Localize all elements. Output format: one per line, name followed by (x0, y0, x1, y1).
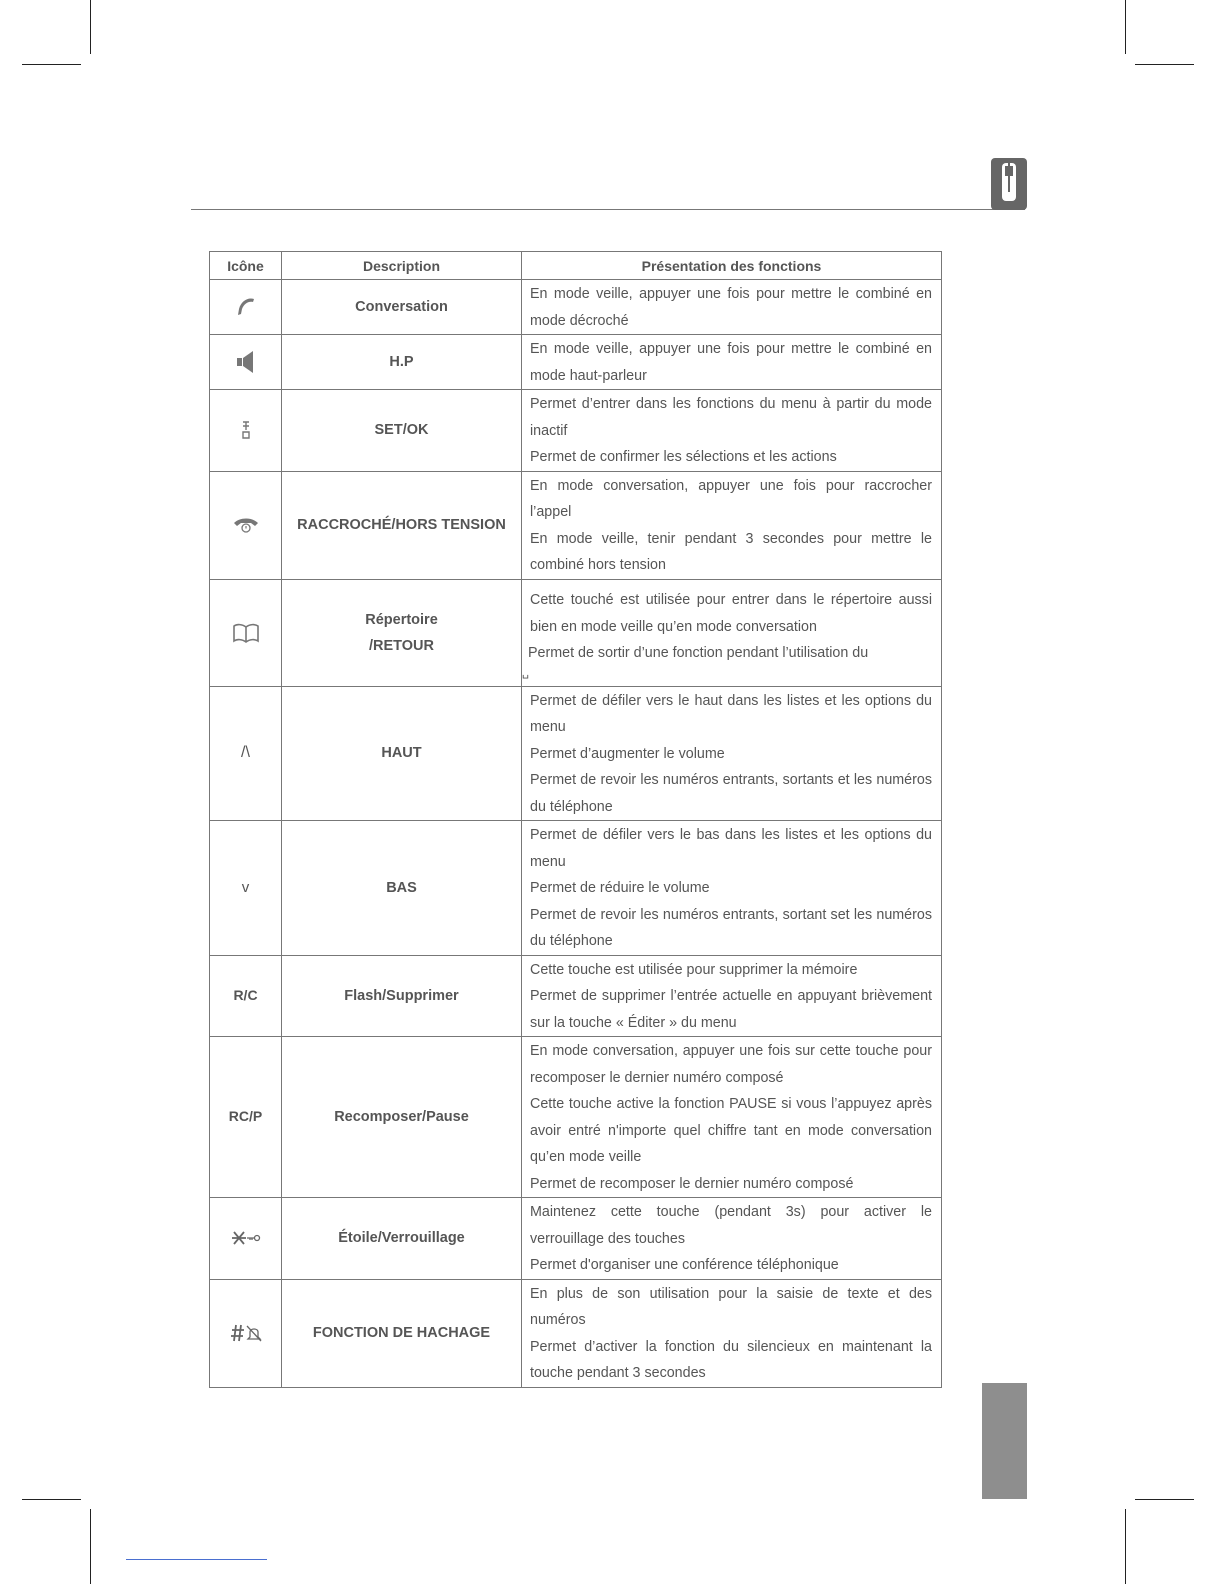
description-cell (282, 471, 522, 579)
table-row (210, 821, 942, 956)
icon-cell (210, 955, 282, 1037)
down-arrow-icon: v (241, 878, 250, 896)
functions-cell (522, 335, 942, 390)
crop-mark (90, 0, 91, 54)
table-row (210, 1037, 942, 1198)
star-lock-icon (231, 1229, 261, 1247)
handset-icon (991, 158, 1027, 210)
description-cell (282, 1198, 522, 1280)
table-row (210, 280, 942, 335)
function-text: Permet de réduire le volume (530, 880, 710, 896)
crop-mark (1135, 64, 1194, 65)
description-cell (282, 390, 522, 472)
crop-mark (1125, 1509, 1126, 1584)
crop-mark (1125, 0, 1126, 54)
description-text: RACCROCHÉ/HORS TENSION (297, 517, 506, 533)
description-text: H.P (389, 354, 414, 370)
function-text: Permet d'organiser une conférence téléphonique (530, 1257, 839, 1273)
function-text: En mode veille, tenir pendant 3 secondes pour mettre le combiné hors tension (530, 530, 932, 573)
function-text: Permet de confirmer les sélections et les actions (530, 449, 837, 465)
function-text: Permet de défiler vers le bas dans les listes et les options du menu (530, 827, 932, 870)
description-text: Recomposer/Pause (334, 1109, 469, 1125)
table-row (210, 390, 942, 472)
table-row (210, 1198, 942, 1280)
description-text: Étoile/Verrouillage (338, 1230, 465, 1247)
table-header-row (210, 252, 942, 280)
header-functions: Présentation des fonctions (522, 252, 942, 280)
hash-mute-icon (230, 1323, 262, 1343)
description-text: Répertoire (365, 611, 438, 628)
description-text: SET/OK (374, 422, 429, 439)
table-row (210, 1279, 942, 1387)
crop-mark (1135, 1499, 1194, 1500)
functions-cell (522, 280, 942, 335)
functions-cell (522, 471, 942, 579)
table-row (210, 335, 942, 390)
hang-up-icon (232, 515, 260, 535)
header-icon: Icône (210, 252, 282, 280)
crop-mark (22, 1499, 81, 1500)
function-text: Cette touche active la fonction PAUSE si vous l’appuyez après avoir entré n'importe quel chiffre tant en mode conversation qu’en mode veille (530, 1096, 932, 1165)
icon-cell (210, 1279, 282, 1387)
description-text: Flash/Supprimer (344, 987, 459, 1004)
description-text: HAUT (381, 745, 422, 762)
function-table (209, 251, 942, 1388)
description-cell (282, 955, 522, 1037)
crop-mark (22, 64, 81, 65)
header-rule (191, 209, 1025, 210)
table-row (210, 471, 942, 579)
function-text: Permet d’entrer dans les fonctions du menu à partir du mode inactif (530, 396, 932, 439)
function-text: Cette touché est utilisée pour entrer dans le répertoire aussi bien en mode veille qu’en mode conversation (530, 592, 932, 635)
function-text: Permet d’augmenter le volume (530, 745, 725, 762)
functions-cell (522, 1198, 942, 1280)
icon-cell (210, 821, 282, 956)
description-cell (282, 1037, 522, 1198)
function-text: En mode veille, appuyer une fois pour mettre le combiné en mode décroché (530, 286, 932, 329)
description-cell (282, 686, 522, 821)
functions-cell (522, 1279, 942, 1387)
function-text: Cette touche est utilisée pour supprimer la mémoire (530, 961, 858, 978)
icon-cell (210, 280, 282, 335)
functions-cell (522, 579, 942, 686)
functions-cell (522, 821, 942, 956)
functions-cell (522, 955, 942, 1037)
function-text: Permet de recomposer le dernier numéro composé (530, 1175, 854, 1192)
description-cell (282, 335, 522, 390)
function-text: Permet de sortir d’une fonction pendant l’utilisation du (528, 645, 869, 662)
icon-cell (210, 1037, 282, 1198)
table-row (210, 579, 942, 686)
icon-cell (210, 686, 282, 821)
function-text: Permet de revoir les numéros entrants, sortants et les numéros du téléphone (530, 772, 932, 815)
crop-mark (90, 1509, 91, 1584)
key-label: RC/P (228, 1108, 263, 1124)
description-text: /RETOUR (369, 637, 434, 654)
footer-link-line (126, 1559, 267, 1560)
function-text: En mode veille, appuyer une fois pour mettre le combiné en mode haut-parleur (530, 341, 932, 384)
side-tab (982, 1383, 1027, 1499)
speaker-icon (235, 349, 257, 375)
functions-cell (522, 1037, 942, 1198)
function-text: Permet de revoir les numéros entrants, sortant set les numéros du téléphone (530, 906, 932, 949)
description-text: Conversation (355, 299, 448, 315)
phone-handset-icon (235, 296, 257, 318)
function-text: En mode conversation, appuyer une fois sur cette touche pour recomposer le dernier numéro composé (530, 1043, 932, 1086)
function-text: Permet de supprimer l’entrée actuelle en appuyant brièvement sur la touche « Éditer » du menu (530, 988, 932, 1031)
functions-cell (522, 390, 942, 472)
key-label: R/C (233, 986, 258, 1003)
icon-cell (210, 1198, 282, 1280)
description-text: BAS (386, 879, 417, 896)
icon-cell (210, 335, 282, 390)
set-ok-icon (239, 419, 253, 441)
description-cell (282, 579, 522, 686)
up-arrow-icon: /\ (241, 744, 250, 762)
book-icon (232, 622, 260, 644)
description-text: FONCTION DE HACHAGE (312, 1325, 491, 1341)
description-cell (282, 821, 522, 956)
function-text: En mode conversation, appuyer une fois pour raccrocher l’appel (530, 477, 932, 520)
header-description: Description (282, 252, 522, 280)
description-cell (282, 1279, 522, 1387)
icon-cell (210, 579, 282, 686)
icon-cell (210, 390, 282, 472)
functions-cell (522, 686, 942, 821)
function-text: En plus de son utilisation pour la saisie de texte et des numéros (530, 1285, 932, 1328)
table-row (210, 686, 942, 821)
function-text: Permet de défiler vers le haut dans les listes et les options du menu (530, 692, 932, 735)
table-row (210, 955, 942, 1037)
function-text: ␣ (522, 666, 529, 679)
function-text: Maintenez cette touche (pendant 3s) pour activer le verrouillage des touches (530, 1204, 932, 1247)
description-cell (282, 280, 522, 335)
function-text: Permet d’activer la fonction du silencieux en maintenant la touche pendant 3 secondes (530, 1338, 932, 1381)
icon-cell (210, 471, 282, 579)
